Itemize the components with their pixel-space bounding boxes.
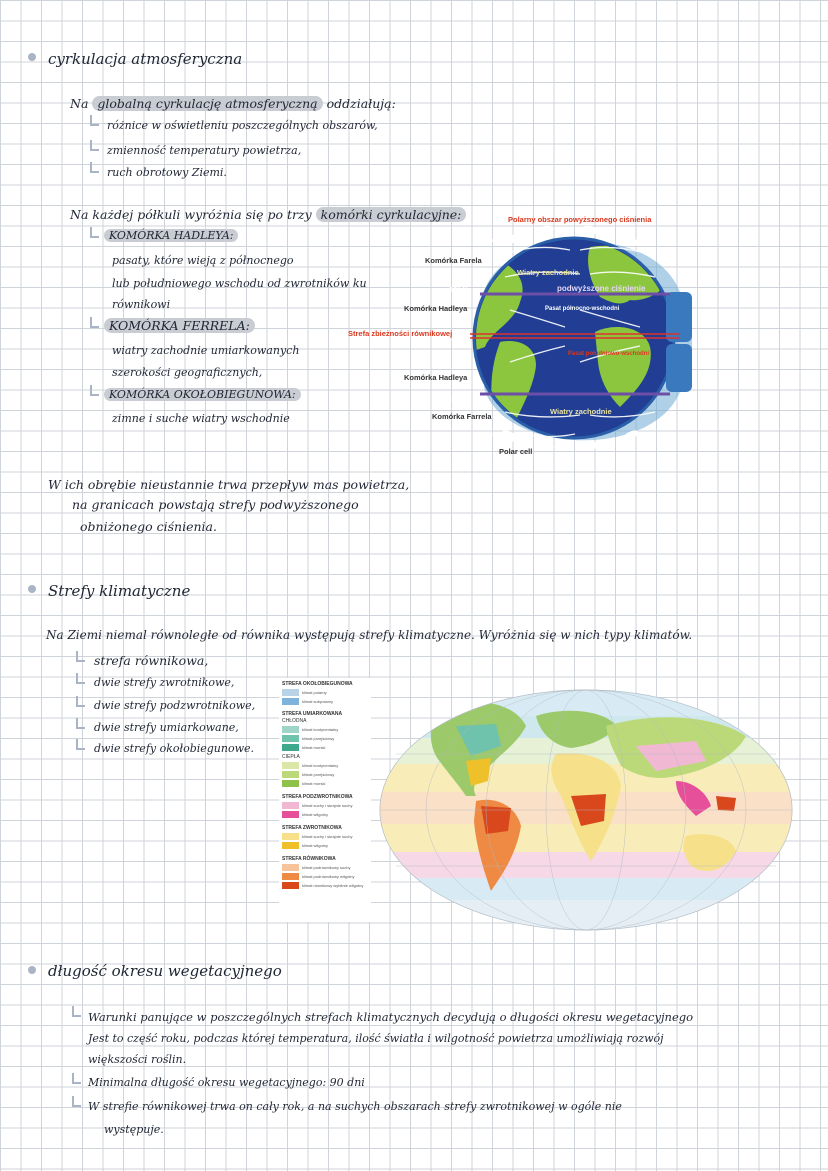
legend-item: klimat równikowy wybitnie wilgotny — [282, 881, 371, 889]
zone-item: strefa równikowa, — [94, 653, 209, 668]
intro-suffix: oddziałują: — [326, 96, 396, 111]
sub-bullet — [90, 115, 99, 126]
factor-item: różnice w oświetleniu poszczególnych obszarów, — [107, 119, 378, 132]
sub-bullet — [72, 1096, 81, 1107]
legend-swatch — [282, 762, 299, 769]
climate-legend — [279, 678, 371, 922]
cells-prefix: Na każdej półkuli wyróżnia się po — [70, 207, 284, 222]
globe-label-itcz: Strefa zbieżności równikowej — [348, 329, 453, 338]
legend-swatch — [282, 811, 299, 818]
legend-group-sub: CHŁODNA — [282, 718, 307, 724]
sub-bullet — [72, 1006, 81, 1017]
legend-swatch — [282, 864, 299, 871]
section-bullet — [28, 53, 36, 61]
growing-min-duration: Minimalna długość okresu wegetacyjnego: 90 dni — [88, 1076, 365, 1089]
legend-item: klimat przejściowy — [282, 770, 371, 778]
legend-group-sub: CIEPŁA — [282, 754, 300, 760]
cell-name-ferrel: KOMÓRKA FERRELA: — [104, 318, 255, 333]
legend-item: klimat przejściowy — [282, 734, 371, 742]
intro-prefix: Na — [70, 96, 89, 111]
legend-item: klimat suchy i skrajnie suchy — [282, 801, 371, 809]
globe-label-se-trade: Pasat południowo-wschodni — [568, 351, 649, 357]
hadley-line: równikowi — [112, 298, 171, 311]
hadley-line: pasaty, które wieją z północnego — [112, 254, 294, 267]
polar-line: zimne i suche wiatry wschodnie — [112, 412, 290, 425]
sub-bullet — [76, 651, 85, 662]
zone-item: dwie strefy umiarkowane, — [94, 721, 239, 734]
legend-swatch — [282, 726, 299, 733]
legend-item: klimat morski — [282, 743, 371, 751]
globe-label-westerlies-s: Wiatry zachodnie — [550, 407, 612, 416]
intro-line — [70, 96, 396, 111]
legend-swatch — [282, 882, 299, 889]
zone-item: dwie strefy podzwrotnikowe, — [94, 699, 256, 712]
closing-line: obniżonego ciśnienia. — [80, 519, 217, 534]
closing-line: na granicach powstają strefy podwyższonego — [72, 497, 359, 512]
zone-item: dwie strefy okołobiegunowe. — [94, 742, 255, 755]
legend-swatch — [282, 780, 299, 787]
legend-item: klimat wilgotny — [282, 841, 371, 849]
globe-label-lat-30n: 30° N — [449, 285, 468, 294]
globe-label-high-band: podwyższone ciśnienie — [557, 284, 646, 293]
growing-para-line: większości roślin. — [88, 1053, 187, 1066]
legend-swatch — [282, 698, 299, 705]
cells-count: trzy — [287, 207, 312, 222]
equator-line: występuje. — [104, 1123, 164, 1136]
sub-bullet — [90, 385, 99, 396]
legend-swatch — [282, 744, 299, 751]
legend-group-title: STREFA ZWROTNIKOWA — [282, 825, 342, 831]
legend-item: klimat subpolarny — [282, 697, 371, 705]
zone-item: dwie strefy zwrotnikowe, — [94, 676, 235, 689]
legend-item: klimat podrównikowy wilgotny — [282, 872, 371, 880]
legend-group-title: STREFA PODZWROTNIKOWA — [282, 794, 353, 800]
legend-swatch — [282, 735, 299, 742]
section-title-growing-season: długość okresu wegetacyjnego — [48, 962, 282, 980]
sub-bullet — [72, 1073, 81, 1084]
globe-label-westerlies: Wiatry zachodnie — [517, 268, 579, 277]
legend-swatch — [282, 802, 299, 809]
growing-para-line: Warunki panujące w poszczególnych strefach klimatycznych decydują o długości okresu wegetacyjnego — [88, 1010, 694, 1024]
intro-highlight: globalną cyrkulację atmosferyczną — [92, 96, 322, 111]
climate-zones-world-map — [376, 686, 796, 934]
section-title-circulation: cyrkulacja atmosferyczna — [48, 50, 243, 68]
legend-swatch — [282, 689, 299, 696]
legend-item: klimat morski — [282, 779, 371, 787]
globe-label-ferrel-s: Komórka Farrela — [432, 412, 492, 421]
cells-highlight: komórki cyrkulacyjne: — [316, 207, 467, 222]
growing-para-line: Jest to część roku, podczas której temperatura, ilość światła i wilgotność powietrza umożliwiają rozwój — [88, 1032, 664, 1045]
legend-item: klimat suchy i skrajnie suchy — [282, 832, 371, 840]
sub-bullet — [76, 673, 85, 684]
sub-bullet — [76, 696, 85, 707]
legend-swatch — [282, 842, 299, 849]
sub-bullet — [90, 317, 99, 328]
legend-swatch — [282, 833, 299, 840]
legend-group-title: STREFA OKOŁOBIEGUNOWA — [282, 681, 353, 687]
globe-label-lat-60s: 60° S — [488, 430, 507, 439]
globe-label-lat-60n: 60° N — [492, 236, 511, 245]
sub-bullet — [76, 718, 85, 729]
legend-group-title: STREFA RÓWNIKOWA — [282, 856, 336, 862]
sub-bullet — [90, 227, 99, 238]
ferrel-line: szerokości geograficznych, — [112, 366, 263, 379]
climate-intro: Na Ziemi niemal równoległe od równika występują strefy klimatyczne. Wyróżnia się w nich typy klimatów. — [46, 628, 693, 642]
legend-item: klimat wilgotny — [282, 810, 371, 818]
hadley-line: lub południowego wschodu od zwrotników ku — [112, 277, 367, 290]
globe-label-polar-cell: Polar cell — [499, 447, 533, 456]
globe-label-hadley-n: Komórka Hadleya — [404, 304, 468, 313]
section-title-climate-zones: Strefy klimatyczne — [48, 582, 191, 600]
legend-group-title: STREFA UMIARKOWANA — [282, 711, 343, 717]
closing-line: W ich obrębie nieustannie trwa przepływ mas powietrza, — [48, 477, 410, 492]
legend-swatch — [282, 873, 299, 880]
cells-line — [70, 207, 466, 222]
legend-item: klimat polarny — [282, 688, 371, 696]
globe-label-lat-0: 0° — [447, 337, 455, 346]
globe-label-hadley-s: Komórka Hadleya — [404, 373, 468, 382]
globe-label-ferrel-n: Komórka Farela — [425, 256, 482, 265]
section-bullet — [28, 966, 36, 974]
cell-name-polar: KOMÓRKA OKOŁOBIEGUNOWA: — [104, 388, 301, 401]
legend-item: klimat podrównikowy suchy — [282, 863, 371, 871]
sub-bullet — [76, 739, 85, 750]
globe-label-polar-high: Polarny obszar powyższonego ciśnienia — [508, 215, 652, 224]
legend-swatch — [282, 771, 299, 778]
section-bullet — [28, 585, 36, 593]
globe-label-lat-30s: 30° S — [451, 394, 470, 403]
factor-item: ruch obrotowy Ziemi. — [107, 166, 227, 179]
legend-item: klimat kontynentalny — [282, 761, 371, 769]
atmospheric-circulation-globe — [470, 222, 694, 454]
equator-line: W strefie równikowej trwa on cały rok, a na suchych obszarach strefy zwrotnikowej w ogóle nie — [88, 1100, 622, 1113]
legend-item: klimat kontynentalny — [282, 725, 371, 733]
globe-label-ne-trade: Pasat północno-wschodni — [545, 306, 620, 312]
ferrel-line: wiatry zachodnie umiarkowanych — [112, 344, 300, 357]
cell-name-hadley: KOMÓRKA HADLEYA: — [104, 229, 238, 242]
factor-item: zmienność temperatury powietrza, — [107, 144, 302, 157]
sub-bullet — [90, 162, 99, 173]
sub-bullet — [90, 140, 99, 151]
